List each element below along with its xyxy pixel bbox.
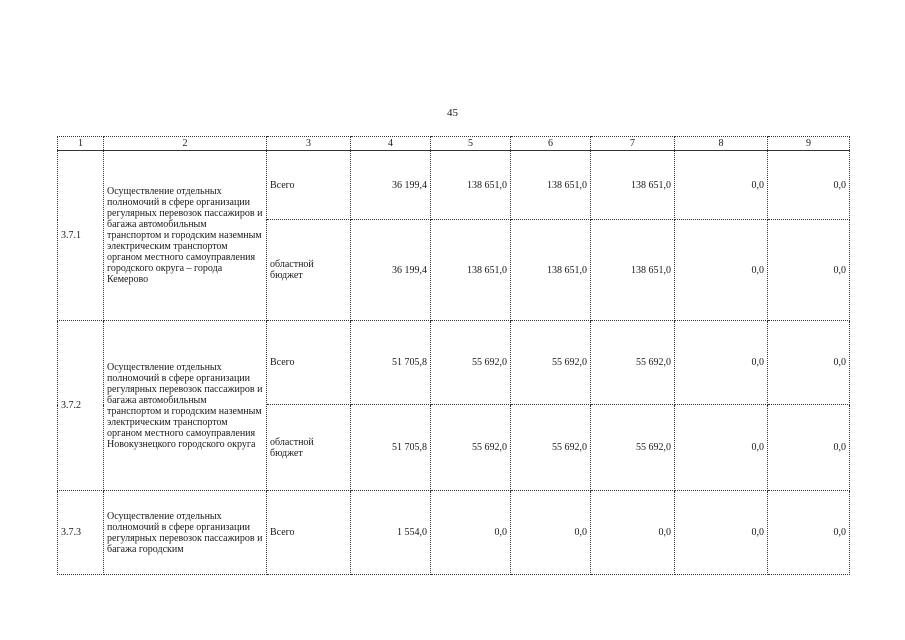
page-number: 45: [447, 107, 458, 119]
value-cell: 0,0: [675, 220, 768, 321]
value-cell: 55 692,0: [431, 405, 511, 491]
item-number: 3.7.2: [58, 321, 104, 491]
value-cell: 0,0: [591, 491, 675, 575]
value-cell: 55 692,0: [511, 321, 591, 405]
item-number: 3.7.3: [58, 491, 104, 575]
funding-source: Всего: [267, 321, 351, 405]
funding-source: Всего: [267, 491, 351, 575]
value-cell: 0,0: [675, 151, 768, 220]
table-row: [58, 151, 850, 220]
value-cell: 0,0: [431, 491, 511, 575]
value-cell: 0,0: [768, 151, 850, 220]
value-cell: 51 705,8: [351, 321, 431, 405]
value-cell: 0,0: [768, 220, 850, 321]
table-row: [58, 491, 850, 575]
funding-source: Всего: [267, 151, 351, 220]
value-cell: 0,0: [511, 491, 591, 575]
value-cell: 0,0: [768, 321, 850, 405]
value-cell: 55 692,0: [431, 321, 511, 405]
value-cell: 138 651,0: [431, 220, 511, 321]
value-cell: 0,0: [675, 405, 768, 491]
value-cell: 138 651,0: [511, 220, 591, 321]
item-number: 3.7.1: [58, 151, 104, 321]
column-header: 6: [511, 137, 591, 151]
column-header: 1: [58, 137, 104, 151]
column-header: 7: [591, 137, 675, 151]
value-cell: 55 692,0: [511, 405, 591, 491]
column-header: 4: [351, 137, 431, 151]
value-cell: 138 651,0: [431, 151, 511, 220]
value-cell: 51 705,8: [351, 405, 431, 491]
column-header: 2: [104, 137, 267, 151]
value-cell: 55 692,0: [591, 321, 675, 405]
item-name: Осуществление отдельных полномочий в сфере организации регулярных перевозок пассажиров и багажа автомобильным транспортом и городским наземным электрическим транспортом органом местного самоуправления городского округа – города Кемерово: [104, 151, 267, 321]
table-row: [58, 321, 850, 405]
value-cell: 0,0: [768, 405, 850, 491]
value-cell: 138 651,0: [591, 220, 675, 321]
value-cell: 0,0: [675, 491, 768, 575]
value-cell: 138 651,0: [511, 151, 591, 220]
column-header: 8: [675, 137, 768, 151]
item-name: Осуществление отдельных полномочий в сфере организации регулярных перевозок пассажиров и багажа городским: [104, 491, 267, 575]
column-header: 9: [768, 137, 850, 151]
value-cell: 1 554,0: [351, 491, 431, 575]
item-name: Осуществление отдельных полномочий в сфере организации регулярных перевозок пассажиров и багажа автомобильным транспортом и городским наземным электрическим транспортом органом местного самоуправления Новокузнецкого городского округа: [104, 321, 267, 491]
value-cell: 36 199,4: [351, 151, 431, 220]
value-cell: 0,0: [675, 321, 768, 405]
value-cell: 138 651,0: [591, 151, 675, 220]
funding-source: областной бюджет: [267, 220, 351, 321]
budget-table: [57, 136, 850, 575]
column-header: 5: [431, 137, 511, 151]
column-header: 3: [267, 137, 351, 151]
value-cell: 36 199,4: [351, 220, 431, 321]
value-cell: 0,0: [768, 491, 850, 575]
value-cell: 55 692,0: [591, 405, 675, 491]
funding-source: областной бюджет: [267, 405, 351, 491]
header-row: [58, 137, 850, 151]
